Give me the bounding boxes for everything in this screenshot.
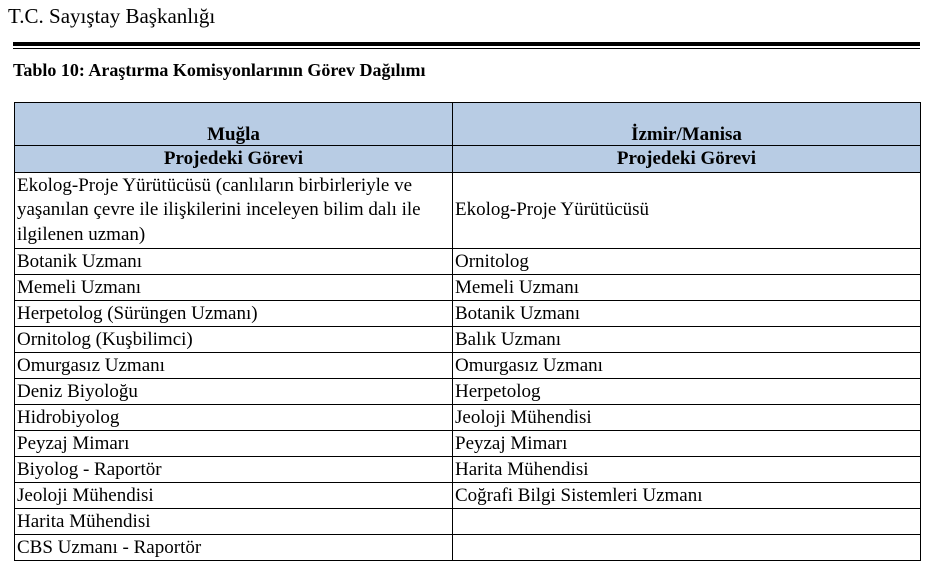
column-subheader-izmir-manisa: Projedeki Görevi bbox=[453, 146, 921, 173]
column-header-mugla: Muğla bbox=[15, 103, 453, 146]
cell-mugla: Hidrobiyolog bbox=[15, 405, 453, 431]
running-header: T.C. Sayıştay Başkanlığı bbox=[8, 4, 216, 28]
cell-izmir-manisa: Coğrafi Bilgi Sistemleri Uzmanı bbox=[453, 483, 921, 509]
cell-mugla: Botanik Uzmanı bbox=[15, 249, 453, 275]
table-row bbox=[15, 457, 921, 483]
column-subheader-mugla: Projedeki Görevi bbox=[15, 146, 453, 173]
header-rule-thin bbox=[13, 48, 920, 49]
table-row bbox=[15, 249, 921, 275]
table-row bbox=[15, 301, 921, 327]
cell-izmir-manisa-empty bbox=[453, 535, 921, 561]
cell-mugla: Omurgasız Uzmanı bbox=[15, 353, 453, 379]
header-row-subheader bbox=[15, 146, 921, 173]
cell-izmir-manisa: Botanik Uzmanı bbox=[453, 301, 921, 327]
cell-izmir-manisa: Harita Mühendisi bbox=[453, 457, 921, 483]
cell-izmir-manisa: Ornitolog bbox=[453, 249, 921, 275]
cell-mugla: Biyolog - Raportör bbox=[15, 457, 453, 483]
header-rule-thick bbox=[13, 42, 920, 46]
table-row bbox=[15, 327, 921, 353]
cell-izmir-manisa: Ekolog-Proje Yürütücüsü bbox=[453, 173, 921, 249]
cell-mugla: Ornitolog (Kuşbilimci) bbox=[15, 327, 453, 353]
table-row bbox=[15, 405, 921, 431]
table-caption: Tablo 10: Araştırma Komisyonlarının Görev Dağılımı bbox=[13, 60, 426, 80]
table-row bbox=[15, 173, 921, 249]
table-row bbox=[15, 353, 921, 379]
cell-mugla: Jeoloji Mühendisi bbox=[15, 483, 453, 509]
cell-izmir-manisa: Jeoloji Mühendisi bbox=[453, 405, 921, 431]
cell-mugla: CBS Uzmanı - Raportör bbox=[15, 535, 453, 561]
cell-izmir-manisa-empty bbox=[453, 509, 921, 535]
duty-distribution-table bbox=[14, 102, 921, 561]
cell-izmir-manisa: Peyzaj Mimarı bbox=[453, 431, 921, 457]
cell-mugla: Peyzaj Mimarı bbox=[15, 431, 453, 457]
table-row bbox=[15, 483, 921, 509]
column-header-izmir-manisa: İzmir/Manisa bbox=[453, 103, 921, 146]
cell-mugla: Herpetolog (Sürüngen Uzmanı) bbox=[15, 301, 453, 327]
table-row bbox=[15, 535, 921, 561]
cell-mugla: Deniz Biyoloğu bbox=[15, 379, 453, 405]
cell-izmir-manisa: Balık Uzmanı bbox=[453, 327, 921, 353]
cell-mugla: Ekolog-Proje Yürütücüsü (canlıların birbirleriyle ve yaşanılan çevre ile ilişkilerini inceleyen bilim dalı ile ilgilenen uzman) bbox=[15, 173, 453, 249]
table-row bbox=[15, 509, 921, 535]
table-row bbox=[15, 275, 921, 301]
table-row bbox=[15, 431, 921, 457]
cell-izmir-manisa: Herpetolog bbox=[453, 379, 921, 405]
cell-izmir-manisa: Omurgasız Uzmanı bbox=[453, 353, 921, 379]
cell-mugla: Memeli Uzmanı bbox=[15, 275, 453, 301]
table-row bbox=[15, 379, 921, 405]
header-row-region bbox=[15, 103, 921, 146]
cell-mugla: Harita Mühendisi bbox=[15, 509, 453, 535]
cell-izmir-manisa: Memeli Uzmanı bbox=[453, 275, 921, 301]
